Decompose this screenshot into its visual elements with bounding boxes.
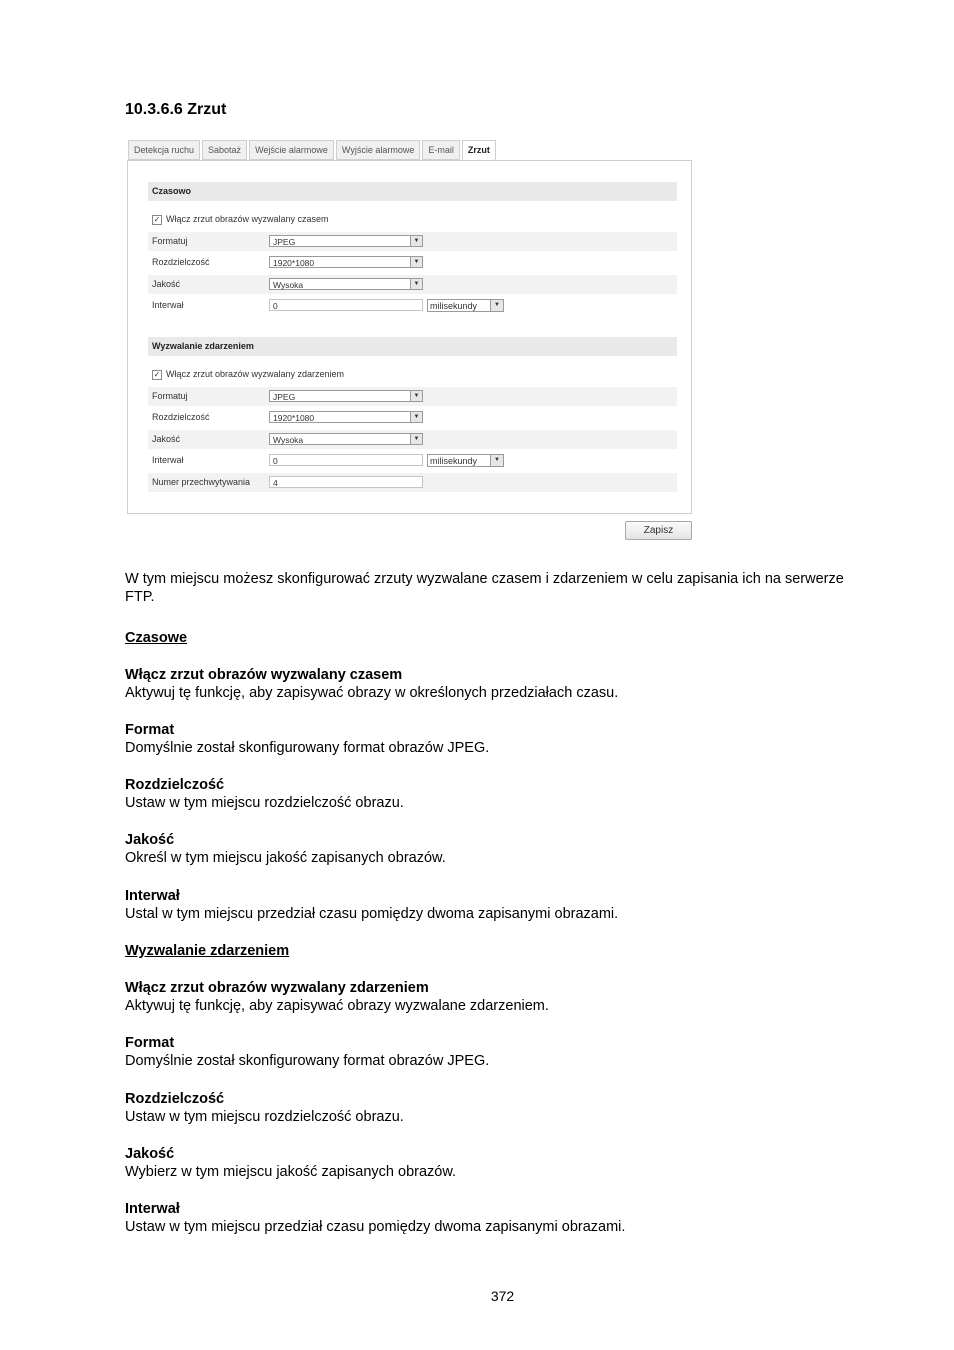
- event-interval-unit-value: milisekundy: [430, 456, 478, 466]
- doc-item-desc: Określ w tym miejscu jakość zapisanych obrazów.: [125, 850, 446, 866]
- timed-resolution-row: [148, 253, 677, 272]
- tab-tamper[interactable]: Sabotaż: [202, 140, 247, 160]
- event-format-value: JPEG: [273, 392, 296, 402]
- doc-item-title: Format: [125, 722, 175, 738]
- page-number: 372: [490, 1288, 515, 1304]
- timed-doc-heading: Czasowe: [125, 630, 188, 646]
- timed-format-row: [148, 232, 677, 251]
- event-resolution-row: [148, 408, 677, 427]
- doc-item-title: Rozdzielczość: [125, 777, 225, 793]
- tab-snapshot[interactable]: Zrzut: [462, 140, 496, 161]
- chevron-down-icon: ▼: [410, 257, 422, 267]
- timed-interval-input[interactable]: 0: [269, 299, 423, 311]
- event-doc-heading: Wyzwalanie zdarzeniem: [125, 943, 290, 959]
- timed-resolution-label: Rozdzielczość: [152, 257, 210, 267]
- timed-format-select[interactable]: [269, 235, 423, 247]
- timed-quality-value: Wysoka: [273, 280, 304, 290]
- doc-item-desc: Domyślnie został skonfigurowany format obrazów JPEG.: [125, 740, 490, 756]
- event-format-row: [148, 387, 677, 406]
- tab-motion-detection[interactable]: Detekcja ruchu: [128, 140, 200, 160]
- event-capture-count-row: [148, 473, 677, 492]
- event-enable-row: [148, 365, 677, 384]
- doc-item-desc: Wybierz w tym miejscu jakość zapisanych obrazów.: [125, 1164, 457, 1180]
- timed-resolution-value: 1920*1080: [273, 258, 315, 268]
- event-quality-select[interactable]: [269, 433, 423, 445]
- timed-interval-label: Interwał: [152, 300, 184, 310]
- event-resolution-select[interactable]: [269, 411, 423, 423]
- doc-item-desc: Aktywuj tę funkcję, aby zapisywać obrazy wyzwalane zdarzeniem.: [125, 998, 549, 1014]
- doc-item-title: Interwał: [125, 888, 180, 904]
- timed-interval-row: [148, 296, 677, 315]
- doc-item-desc: Ustaw w tym miejscu przedział czasu pomiędzy dwoma zapisanymi obrazami.: [125, 1219, 626, 1235]
- doc-item-desc: Aktywuj tę funkcję, aby zapisywać obrazy w określonych przedziałach czasu.: [125, 685, 619, 701]
- event-resolution-value: 1920*1080: [273, 413, 315, 423]
- timed-quality-select[interactable]: [269, 278, 423, 290]
- doc-item-title: Jakość: [125, 832, 175, 848]
- doc-item-title: Włącz zrzut obrazów wyzwalany czasem: [125, 667, 403, 683]
- intro-paragraph: W tym miejscu możesz skonfigurować zrzuty wyzwalane czasem i zdarzeniem w celu zapisania ich na serwerze FTP.: [125, 571, 844, 605]
- event-interval-label: Interwał: [152, 455, 184, 465]
- event-quality-value: Wysoka: [273, 435, 304, 445]
- event-enable-label: Włącz zrzut obrazów wyzwalany zdarzeniem: [166, 369, 345, 379]
- doc-item-title: Jakość: [125, 1146, 175, 1162]
- timed-quality-label: Jakość: [152, 279, 181, 289]
- tab-alarm-input[interactable]: Wejście alarmowe: [249, 140, 334, 160]
- event-interval-row: [148, 451, 677, 470]
- timed-resolution-select[interactable]: [269, 256, 423, 268]
- event-quality-row: [148, 430, 677, 449]
- timed-section-header: Czasowo: [148, 182, 677, 201]
- doc-item-title: Włącz zrzut obrazów wyzwalany zdarzeniem: [125, 980, 429, 996]
- timed-format-value: JPEG: [273, 237, 296, 247]
- doc-item-desc: Ustal w tym miejscu przedział czasu pomiędzy dwoma zapisanymi obrazami.: [125, 906, 619, 922]
- chevron-down-icon: ▼: [490, 300, 503, 311]
- event-section-header: Wyzwalanie zdarzeniem: [148, 337, 677, 356]
- event-capture-count-label: Numer przechwytywania: [152, 477, 251, 487]
- tab-bar: [128, 140, 498, 160]
- tab-email[interactable]: E-mail: [422, 140, 460, 160]
- timed-format-label: Formatuj: [152, 236, 188, 246]
- event-enable-checkbox[interactable]: ✓: [153, 370, 161, 379]
- event-interval-input[interactable]: 0: [269, 454, 423, 466]
- chevron-down-icon: ▼: [410, 391, 422, 401]
- event-interval-unit-select[interactable]: [427, 454, 504, 467]
- event-resolution-label: Rozdzielczość: [152, 412, 210, 422]
- settings-panel: [127, 160, 692, 514]
- timed-interval-unit-select[interactable]: [427, 299, 504, 312]
- timed-quality-row: [148, 275, 677, 294]
- doc-item-desc: Ustaw w tym miejscu rozdzielczość obrazu.: [125, 795, 404, 811]
- tab-alarm-output[interactable]: Wyjście alarmowe: [336, 140, 420, 160]
- timed-enable-label: Włącz zrzut obrazów wyzwalany czasem: [166, 214, 329, 224]
- chevron-down-icon: ▼: [410, 434, 422, 444]
- chevron-down-icon: ▼: [490, 455, 503, 466]
- event-format-select[interactable]: [269, 390, 423, 402]
- timed-enable-checkbox[interactable]: ✓: [153, 215, 161, 224]
- chevron-down-icon: ▼: [410, 412, 422, 422]
- timed-enable-row: [148, 210, 677, 229]
- event-format-label: Formatuj: [152, 391, 188, 401]
- event-quality-label: Jakość: [152, 434, 181, 444]
- save-button[interactable]: Zapisz: [625, 521, 692, 540]
- doc-item-desc: Domyślnie został skonfigurowany format obrazów JPEG.: [125, 1053, 490, 1069]
- section-heading: 10.3.6.6 Zrzut: [125, 101, 227, 118]
- doc-item-title: Rozdzielczość: [125, 1091, 225, 1107]
- chevron-down-icon: ▼: [410, 279, 422, 289]
- chevron-down-icon: ▼: [410, 236, 422, 246]
- doc-item-title: Interwał: [125, 1201, 180, 1217]
- doc-item-desc: Ustaw w tym miejscu rozdzielczość obrazu.: [125, 1109, 404, 1125]
- event-capture-count-input[interactable]: 4: [269, 476, 423, 488]
- doc-item-title: Format: [125, 1035, 175, 1051]
- timed-interval-unit-value: milisekundy: [430, 301, 478, 311]
